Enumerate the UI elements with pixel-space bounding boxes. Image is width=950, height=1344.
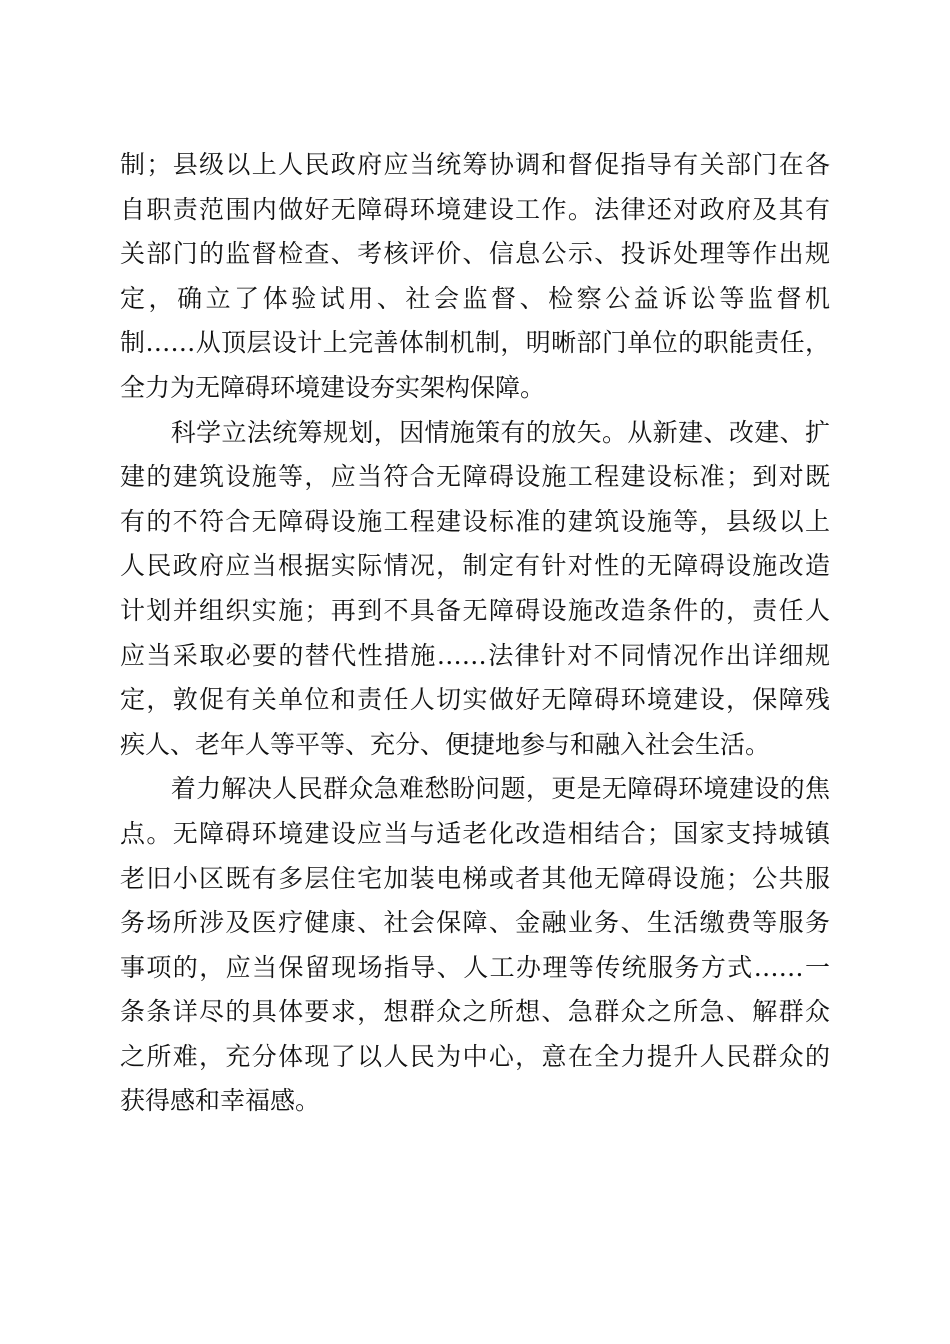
text-line: 自职责范围内做好无障碍环境建设工作。法律还对政府及其有 <box>120 194 830 224</box>
text-line: 全力为无障碍环境建设夯实架构保障。 <box>120 372 546 402</box>
text-line: 有的不符合无障碍设施工程建设标准的建筑设施等，县级以上 <box>120 506 830 536</box>
text-line: 关部门的监督检查、考核评价、信息公示、投诉处理等作出规 <box>120 239 830 269</box>
text-line: 老旧小区既有多层住宅加装电梯或者其他无障碍设施；公共服 <box>120 863 830 893</box>
paragraph-3 <box>120 767 830 1124</box>
text-line: 之所难，充分体现了以人民为中心，意在全力提升人民群众的 <box>120 1041 830 1071</box>
text-line: 疾人、老年人等平等、充分、便捷地参与和融入社会生活。 <box>120 729 771 759</box>
text-line: 科学立法统筹规划，因情施策有的放矢。从新建、改建、扩 <box>120 417 830 447</box>
paragraph-2 <box>120 411 830 768</box>
text-line: 事项的，应当保留现场指导、人工办理等传统服务方式……一 <box>120 952 830 982</box>
text-line: 着力解决人民群众急难愁盼问题，更是无障碍环境建设的焦 <box>120 774 830 804</box>
text-line: 制……从顶层设计上完善体制机制，明晰部门单位的职能责任， <box>120 328 830 358</box>
text-line: 应当采取必要的替代性措施……法律针对不同情况作出详细规 <box>120 640 830 670</box>
text-line: 获得感和幸福感。 <box>120 1086 321 1116</box>
text-line: 人民政府应当根据实际情况，制定有针对性的无障碍设施改造 <box>120 551 830 581</box>
text-line: 计划并组织实施；再到不具备无障碍设施改造条件的，责任人 <box>120 595 830 625</box>
text-line: 制；县级以上人民政府应当统筹协调和督促指导有关部门在各 <box>120 150 830 179</box>
text-line: 务场所涉及医疗健康、社会保障、金融业务、生活缴费等服务 <box>120 908 830 938</box>
paragraph-1 <box>120 143 830 411</box>
text-line: 点。无障碍环境建设应当与适老化改造相结合；国家支持城镇 <box>120 818 830 848</box>
document-body <box>120 143 830 1124</box>
text-line: 定，敦促有关单位和责任人切实做好无障碍环境建设，保障残 <box>120 685 830 715</box>
text-line: 建的建筑设施等，应当符合无障碍设施工程建设标准；到对既 <box>120 462 830 492</box>
text-line: 条条详尽的具体要求，想群众之所想、急群众之所急、解群众 <box>120 997 830 1027</box>
text-line: 定，确立了体验试用、社会监督、检察公益诉讼等监督机 <box>120 283 830 313</box>
